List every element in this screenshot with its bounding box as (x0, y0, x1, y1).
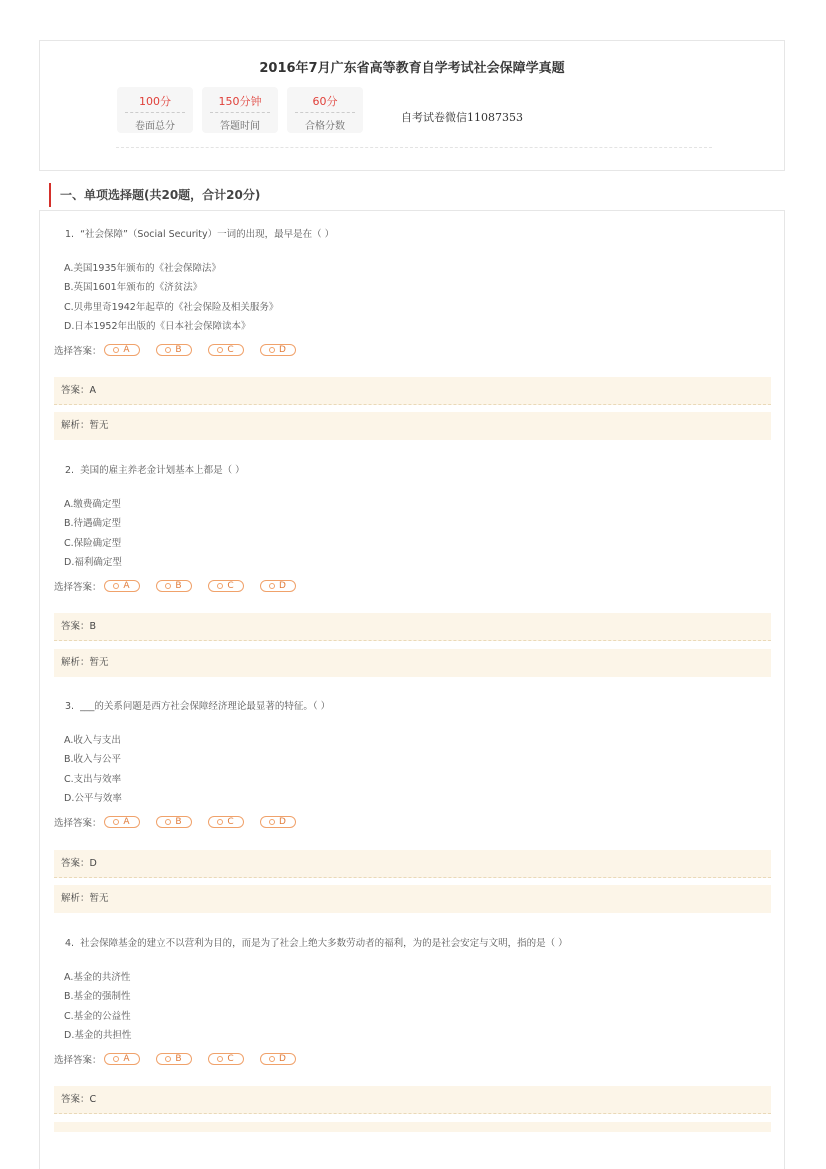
exam-title: 2016年7月广东省高等教育自学考试社会保障学真题 (259, 61, 565, 76)
choice-a-button[interactable]: A (104, 580, 140, 592)
option-d: D.基金的共担性 (64, 1029, 132, 1041)
section-title: 一、单项选择题(共20题，合计20分) (49, 183, 260, 207)
radio-icon (113, 1056, 119, 1062)
question-text: ___的关系问题是西方社会保障经济理论最显著的特征。（ ） (80, 701, 331, 712)
header-divider (116, 147, 712, 148)
question-number: 2. (65, 465, 75, 476)
answer-bar: 答案：D (54, 850, 771, 878)
stat-time (202, 87, 278, 133)
answer-select (54, 1052, 312, 1066)
answer-bar: 答案：B (54, 613, 771, 641)
option-a: A.收入与支出 (64, 735, 121, 746)
question-text: 美国的雇主养老金计划基本上都是（ ） (80, 465, 245, 476)
radio-icon (269, 583, 275, 589)
option-b: B.基金的强制性 (64, 991, 131, 1003)
wechat-note: 自考试卷微信11087353 (401, 111, 523, 124)
option-d: D.公平与效率 (64, 792, 122, 804)
option-d: D.福利确定型 (64, 556, 122, 568)
question-number: 1. (65, 229, 75, 240)
question-stem (65, 935, 568, 949)
choice-c-button[interactable]: C (208, 344, 244, 356)
option-b: B.英国1601年颁布的《济贫法》 (64, 282, 203, 294)
choice-a-button[interactable]: A (104, 1053, 140, 1065)
option-b: B.收入与公平 (64, 754, 122, 766)
radio-icon (269, 1056, 275, 1062)
option-list (64, 263, 278, 340)
choice-b-button[interactable]: B (156, 580, 192, 592)
radio-icon (165, 1056, 171, 1062)
option-a: A.美国1935年颁布的《社会保障法》 (64, 263, 222, 274)
radio-icon (217, 1056, 223, 1062)
option-a: A.缴费确定型 (64, 499, 121, 510)
exam-header-card (39, 40, 785, 171)
option-c: C.基金的公益性 (64, 1010, 131, 1022)
answer-select-label: 选择答案： (54, 1055, 102, 1066)
radio-icon (217, 347, 223, 353)
stat-value: 150分钟 (210, 93, 270, 113)
answer-select-label: 选择答案： (54, 582, 102, 593)
analysis-bar (54, 1122, 771, 1132)
answer-bar: 答案：C (54, 1086, 771, 1114)
option-c: C.支出与效率 (64, 773, 122, 785)
radio-icon (113, 583, 119, 589)
answer-select (54, 579, 312, 593)
choice-d-button[interactable]: D (260, 816, 296, 828)
option-c: C.保险确定型 (64, 537, 122, 549)
question-stem (65, 698, 330, 712)
answer-bar: 答案：A (54, 377, 771, 405)
radio-icon (165, 583, 171, 589)
analysis-bar: 解析：暂无 (54, 885, 771, 913)
option-c: C.贝弗里奇1942年起草的《社会保险及相关服务》 (64, 301, 279, 313)
question-number: 3. (65, 701, 75, 712)
stat-label: 答题时间 (220, 121, 260, 132)
choice-c-button[interactable]: C (208, 580, 244, 592)
option-list (64, 735, 122, 812)
question-stem (65, 226, 334, 240)
analysis-bar: 解析：暂无 (54, 649, 771, 677)
analysis-bar: 解析：暂无 (54, 412, 771, 440)
question-stem (65, 462, 245, 476)
radio-icon (217, 583, 223, 589)
choice-a-button[interactable]: A (104, 344, 140, 356)
stat-label: 卷面总分 (135, 121, 175, 132)
choice-b-button[interactable]: B (156, 816, 192, 828)
stat-value: 60分 (295, 93, 355, 113)
choice-d-button[interactable]: D (260, 1053, 296, 1065)
answer-select (54, 343, 312, 357)
answer-select-label: 选择答案： (54, 818, 102, 829)
answer-select-label: 选择答案： (54, 346, 102, 357)
stat-pass-score (287, 87, 363, 133)
option-d: D.日本1952年出版的《日本社会保障读本》 (64, 320, 251, 332)
option-b: B.待遇确定型 (64, 518, 122, 530)
stat-total-score (117, 87, 193, 133)
choice-a-button[interactable]: A (104, 816, 140, 828)
option-list (64, 499, 122, 576)
radio-icon (269, 819, 275, 825)
option-a: A.基金的共济性 (64, 972, 131, 983)
question-number: 4. (65, 938, 75, 949)
radio-icon (217, 819, 223, 825)
radio-icon (113, 347, 119, 353)
question-text: “社会保障”（Social Security）一词的出现，最早是在（ ） (80, 229, 335, 240)
choice-d-button[interactable]: D (260, 580, 296, 592)
radio-icon (269, 347, 275, 353)
stat-value: 100分 (125, 93, 185, 113)
radio-icon (113, 819, 119, 825)
choice-b-button[interactable]: B (156, 344, 192, 356)
question-text: 社会保障基金的建立不以营利为目的，而是为了社会上绝大多数劳动者的福利，为的是社会安定与文明，指的是（ ） (80, 938, 568, 949)
option-list (64, 972, 131, 1049)
answer-select (54, 815, 312, 829)
choice-d-button[interactable]: D (260, 344, 296, 356)
stat-label: 合格分数 (305, 121, 345, 132)
radio-icon (165, 347, 171, 353)
choice-b-button[interactable]: B (156, 1053, 192, 1065)
choice-c-button[interactable]: C (208, 1053, 244, 1065)
radio-icon (165, 819, 171, 825)
choice-c-button[interactable]: C (208, 816, 244, 828)
